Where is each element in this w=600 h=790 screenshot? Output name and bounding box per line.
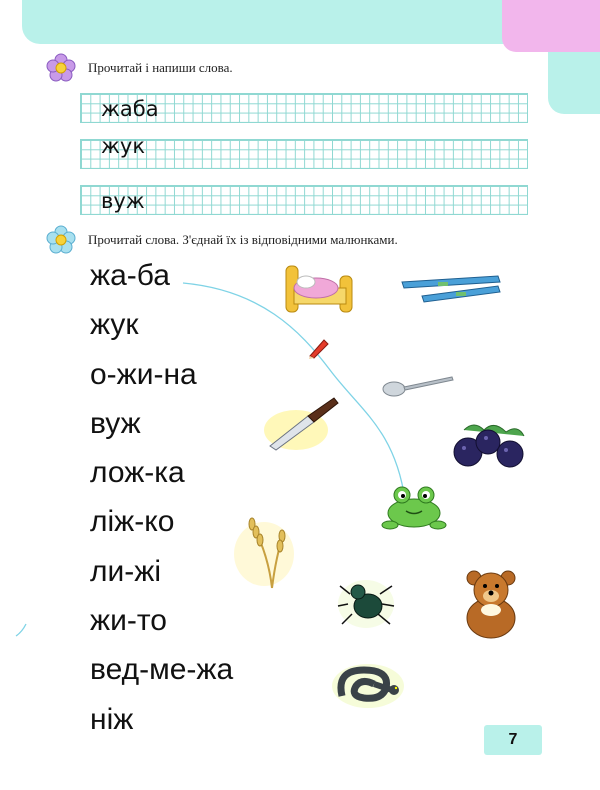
practice-word: жаба	[101, 97, 159, 121]
beetle-icon[interactable]	[336, 574, 398, 630]
bear-cub-icon[interactable]	[458, 566, 524, 642]
word-item[interactable]: жук	[90, 308, 139, 342]
word-item[interactable]: о-жи-на	[90, 357, 197, 391]
frog-icon[interactable]	[380, 483, 448, 531]
word-item[interactable]: ли-жі	[90, 554, 161, 588]
task-1-instruction: Прочитай і напиши слова.	[88, 60, 233, 75]
snake-icon[interactable]	[330, 660, 406, 710]
skis-icon[interactable]	[398, 272, 504, 308]
practice-word: вуж	[101, 189, 145, 213]
practice-word: жук	[101, 134, 146, 158]
word-item[interactable]: вед-ме-жа	[90, 653, 234, 687]
word-item[interactable]: жа-ба	[90, 259, 170, 292]
word-item[interactable]: ліж-ко	[90, 505, 175, 539]
bed-icon[interactable]	[282, 262, 358, 318]
rye-icon[interactable]	[232, 512, 296, 590]
knife-icon[interactable]	[262, 394, 342, 456]
word-item[interactable]: жи-то	[90, 604, 167, 638]
page-number: 7	[484, 725, 542, 755]
task-2-instruction: Прочитай слова. З'єднай їх із відповідними малюнками.	[88, 232, 398, 247]
word-item[interactable]: вуж	[90, 406, 141, 440]
word-item[interactable]: лож-ка	[90, 456, 185, 490]
blackberry-icon[interactable]	[444, 420, 530, 474]
pencil-icon[interactable]	[306, 334, 332, 360]
spoon-icon[interactable]	[380, 372, 456, 400]
word-item[interactable]: ніж	[90, 702, 134, 736]
